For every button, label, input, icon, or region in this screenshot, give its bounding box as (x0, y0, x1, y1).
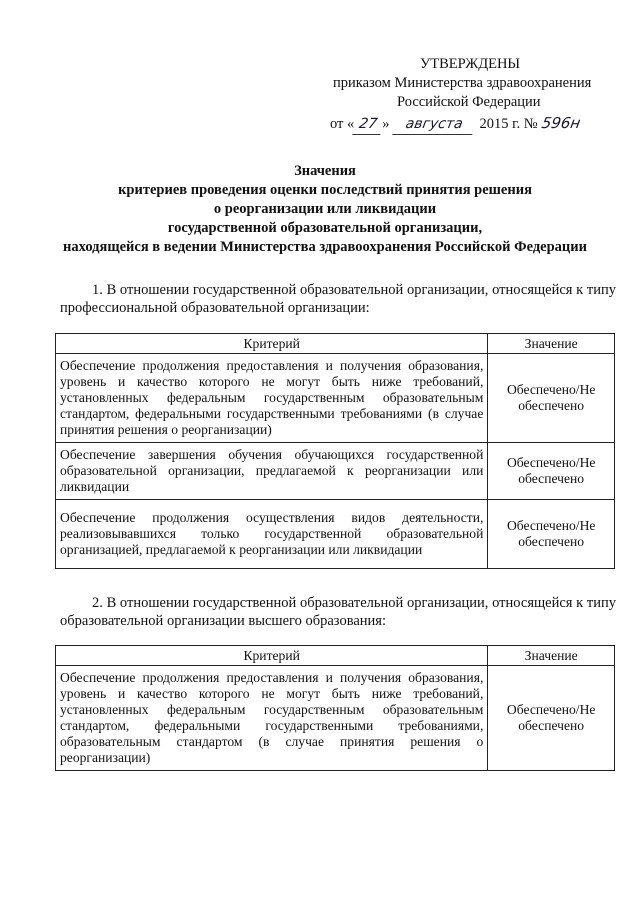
title-line-4: государственной образовательной организации, (167, 220, 483, 236)
date-mid: » (382, 116, 390, 132)
document-title (30, 162, 620, 257)
header-value: Значение (488, 334, 615, 354)
criteria-table-2 (55, 645, 615, 771)
date-year: 2015 г. № (479, 116, 538, 132)
criterion-cell: Обеспечение продолжения предоставления и получения образования, уровень и качество которого не могут быть ниже требований, установленных федеральным государственным образовательным стандартом, федеральными государственными требованиями, образовательным стандартом (в случае принятия решения о реорганизации) (56, 666, 488, 771)
section-1-paragraph (60, 281, 616, 317)
order-number-handwritten: 596н (539, 114, 582, 132)
table-row (56, 500, 615, 569)
section-1-text: 1. В отношении государственной образовательной организации, относящейся к типу профессиональной образовательной организации: (60, 282, 616, 316)
header-criterion: Критерий (56, 334, 488, 354)
title-line-2: критериев проведения оценки последствий принятия решения (118, 182, 532, 198)
table-row (56, 666, 615, 771)
approval-block (330, 55, 620, 135)
approval-date-line (330, 114, 620, 135)
criterion-cell: Обеспечение продолжения осуществления видов деятельности, реализовывавшихся только государственной образовательной организацией, предлагаемой к реорганизации или ликвидации (56, 500, 488, 569)
date-month-handwritten: августа (392, 115, 476, 135)
header-value: Значение (488, 646, 615, 666)
date-day-handwritten: 27 (353, 115, 385, 135)
criteria-table-1 (55, 333, 615, 569)
value-cell: Обеспечено/Не обеспечено (488, 666, 615, 771)
section-2-text: 2. В отношении государственной образовательной организации, относящейся к типу образовательной организации высшего образования: (60, 595, 616, 629)
approval-heading: УТВЕРЖДЕНЫ (420, 56, 521, 72)
approval-order-line: приказом Министерства здравоохранения (333, 75, 592, 91)
title-line-1: Значения (294, 163, 356, 179)
table-header-row (56, 646, 615, 666)
table-row (56, 354, 615, 443)
title-line-5: находящейся в ведении Министерства здравоохранения Российской Федерации (63, 239, 587, 255)
approval-federation-line: Российской Федерации (397, 94, 541, 110)
table-row (56, 443, 615, 500)
header-criterion: Критерий (56, 646, 488, 666)
criterion-cell: Обеспечение завершения обучения обучающихся государственной образовательной организации, предлагаемой к реорганизации или ликвидации (56, 443, 488, 500)
value-cell: Обеспечено/Не обеспечено (488, 354, 615, 443)
table-header-row (56, 334, 615, 354)
value-cell: Обеспечено/Не обеспечено (488, 443, 615, 500)
title-line-3: о реорганизации или ликвидации (213, 201, 437, 217)
value-cell: Обеспечено/Не обеспечено (488, 500, 615, 569)
section-2-paragraph (60, 594, 616, 630)
date-prefix: от « (330, 116, 355, 132)
criterion-cell: Обеспечение продолжения предоставления и получения образования, уровень и качество которого не могут быть ниже требований, установленных федеральным государственным образовательным стандартом, федеральными государственными требованиями (в случае принятия решения о реорганизации) (56, 354, 488, 443)
